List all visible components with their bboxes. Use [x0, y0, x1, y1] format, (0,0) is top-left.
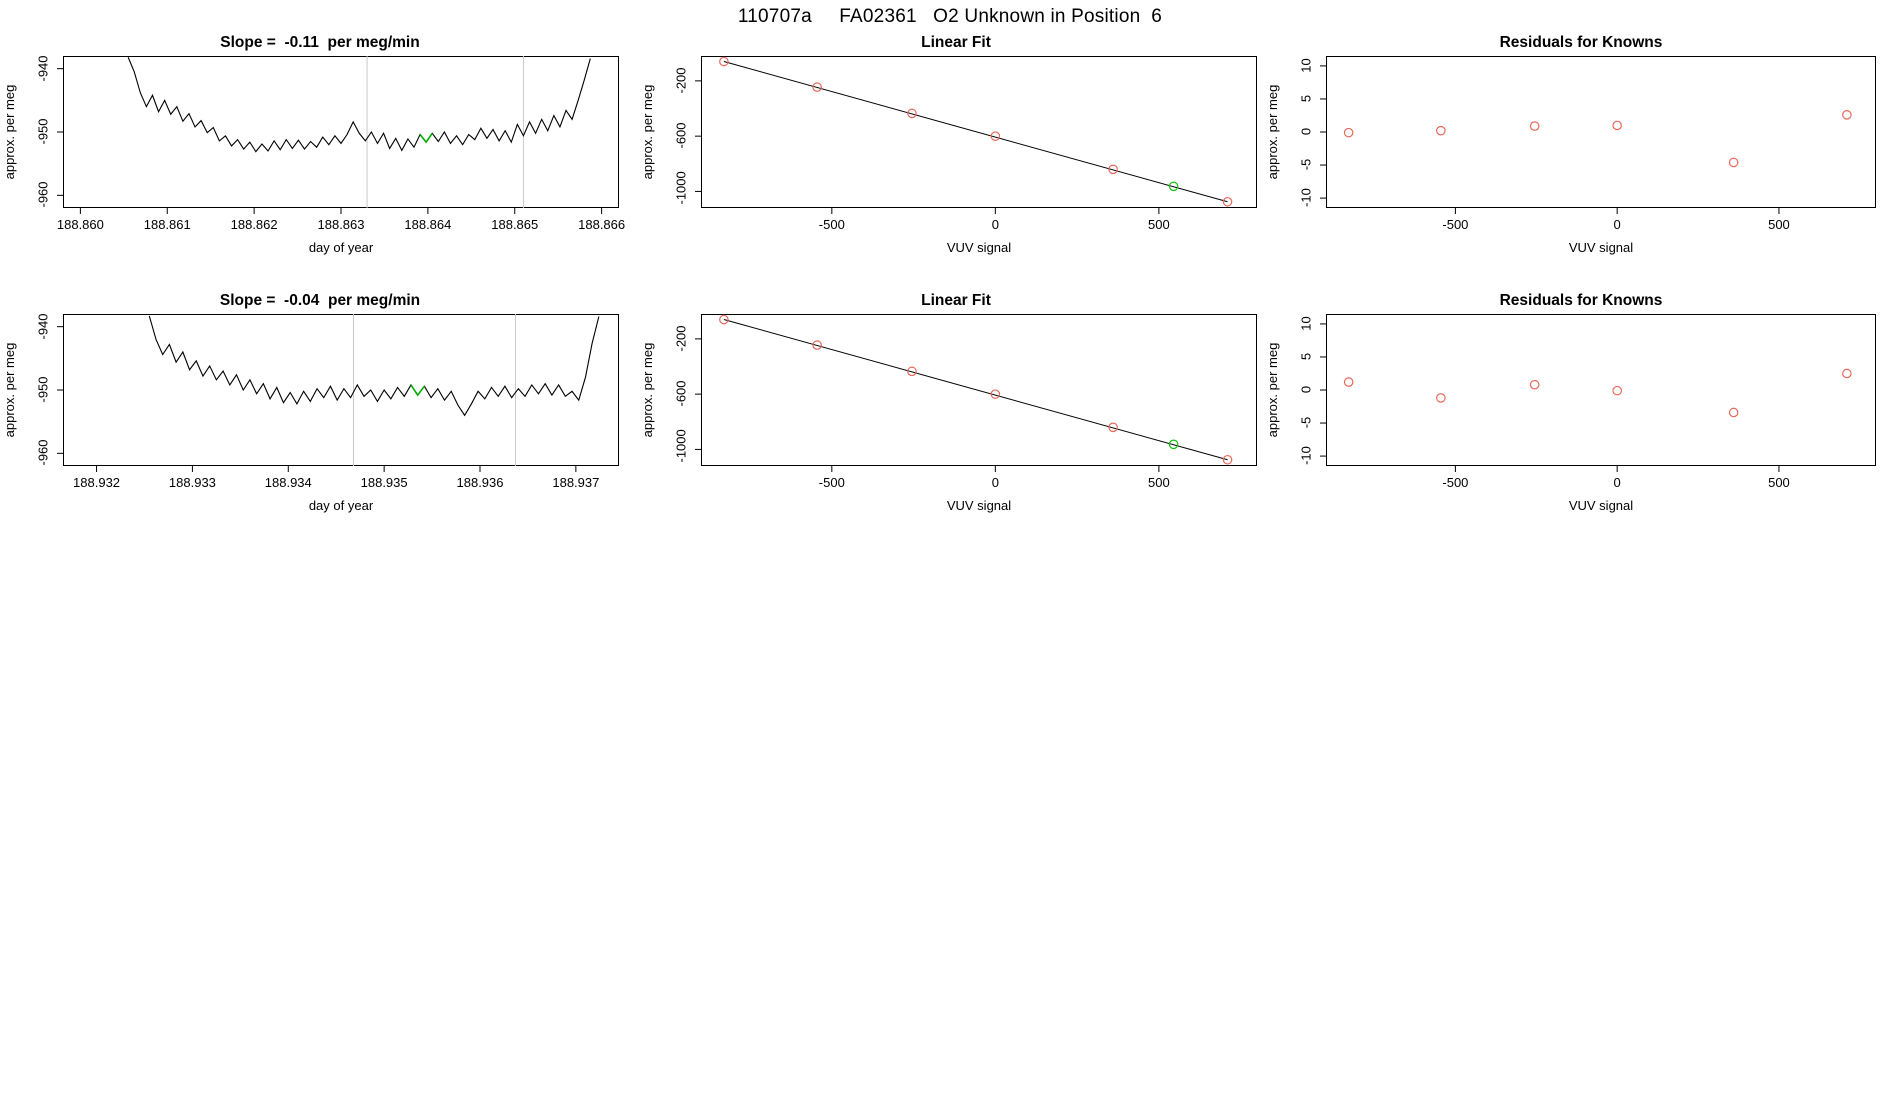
residual-point — [1530, 381, 1538, 389]
panel-run1-residuals — [1266, 34, 1896, 259]
panel-title: Slope = -0.11 per meg/min — [220, 34, 420, 51]
x-tick-label: -500 — [1442, 475, 1469, 490]
x-tick-label: 188.932 — [73, 475, 121, 490]
y-tick-label: 5 — [1298, 94, 1314, 103]
y-tick-label: -200 — [673, 325, 689, 352]
x-tick-label: -500 — [818, 475, 845, 490]
panel-title: Slope = -0.04 per meg/min — [219, 292, 421, 309]
panel-title: Linear Fit — [921, 34, 991, 51]
series-signal — [128, 57, 590, 151]
y-axis-label: approx. per meg — [2, 84, 17, 180]
x-axis-label: VUV signal — [1568, 240, 1634, 255]
fit-line — [724, 320, 1228, 460]
y-tick-label: 10 — [1298, 316, 1314, 331]
x-tick-label: 0 — [1613, 217, 1621, 232]
x-tick-label: 0 — [991, 217, 999, 232]
y-tick-label: -10 — [1298, 446, 1314, 465]
panel-run1-linearfit — [636, 34, 1276, 259]
x-axis-label: day of year — [308, 498, 374, 513]
plot-graphics — [1266, 34, 1896, 259]
x-tick-label: 188.866 — [578, 217, 626, 232]
panel-run1-timeseries — [0, 34, 640, 259]
residual-point — [1344, 128, 1352, 136]
x-tick-label: 500 — [1148, 475, 1170, 490]
y-tick-label: -940 — [35, 313, 51, 340]
fit-line — [724, 62, 1228, 202]
residual-point — [1729, 158, 1737, 166]
plot-graphics — [1266, 292, 1896, 517]
y-axis-label: approx. per meg — [640, 84, 655, 180]
y-axis-label: approx. per meg — [640, 342, 655, 438]
y-tick-label: -960 — [35, 181, 51, 208]
y-tick-label: -960 — [35, 439, 51, 466]
x-tick-label: -500 — [1442, 217, 1469, 232]
panel-title: Residuals for Knowns — [1499, 34, 1663, 51]
panel-run2-linearfit — [636, 292, 1276, 517]
y-axis-label: approx. per meg — [1265, 342, 1280, 438]
x-tick-label: 188.860 — [56, 217, 104, 232]
panel-title: Linear Fit — [921, 292, 991, 309]
y-tick-label: -1000 — [673, 171, 689, 205]
x-axis-label: VUV signal — [946, 240, 1012, 255]
figure-title: 110707a FA02361 O2 Unknown in Position 6 — [737, 6, 1163, 27]
x-tick-label: 0 — [991, 475, 999, 490]
known-point — [720, 57, 728, 65]
x-tick-label: 188.862 — [230, 217, 278, 232]
series-signal — [149, 316, 599, 415]
y-axis-label: approx. per meg — [2, 342, 17, 438]
y-tick-label: -950 — [35, 118, 51, 145]
y-tick-label: -600 — [673, 122, 689, 149]
series-highlighted-segment — [411, 385, 424, 395]
y-tick-label: -950 — [35, 376, 51, 403]
y-tick-label: 5 — [1298, 352, 1314, 361]
residual-point — [1530, 122, 1538, 130]
residual-point — [1843, 111, 1851, 119]
x-tick-label: 188.934 — [264, 475, 312, 490]
x-tick-label: 188.936 — [456, 475, 504, 490]
residual-point — [1613, 121, 1621, 129]
plot-graphics — [636, 34, 1276, 259]
y-tick-label: -5 — [1298, 416, 1314, 429]
x-tick-label: 188.864 — [404, 217, 452, 232]
y-tick-label: -1000 — [673, 429, 689, 463]
y-tick-label: -940 — [35, 55, 51, 82]
y-tick-label: 0 — [1298, 385, 1314, 394]
panel-title: Residuals for Knowns — [1499, 292, 1663, 309]
residual-point — [1843, 369, 1851, 377]
series-highlighted-segment — [420, 133, 432, 142]
x-tick-label: 188.861 — [143, 217, 191, 232]
x-tick-label: -500 — [818, 217, 845, 232]
x-tick-label: 188.935 — [360, 475, 408, 490]
residual-point — [1437, 394, 1445, 402]
panel-run2-residuals — [1266, 292, 1896, 517]
residual-point — [1729, 408, 1737, 416]
x-tick-label: 188.863 — [317, 217, 365, 232]
x-tick-label: 0 — [1613, 475, 1621, 490]
x-axis-label: VUV signal — [1568, 498, 1634, 513]
y-tick-label: -10 — [1298, 188, 1314, 207]
y-tick-label: 0 — [1298, 127, 1314, 136]
y-tick-label: 10 — [1298, 58, 1314, 73]
known-point — [720, 315, 728, 323]
y-tick-label: -5 — [1298, 158, 1314, 171]
y-axis-label: approx. per meg — [1265, 84, 1280, 180]
y-tick-label: -600 — [673, 380, 689, 407]
x-tick-label: 188.933 — [168, 475, 216, 490]
residual-point — [1437, 126, 1445, 134]
x-axis-label: VUV signal — [946, 498, 1012, 513]
residual-point — [1344, 378, 1352, 386]
panel-run2-timeseries — [0, 292, 640, 517]
y-tick-label: -200 — [673, 67, 689, 94]
x-tick-label: 500 — [1148, 217, 1170, 232]
x-tick-label: 500 — [1768, 475, 1790, 490]
residual-point — [1613, 386, 1621, 394]
x-tick-label: 188.865 — [491, 217, 539, 232]
x-axis-label: day of year — [308, 240, 374, 255]
x-tick-label: 188.937 — [552, 475, 600, 490]
plot-graphics — [636, 292, 1276, 517]
x-tick-label: 500 — [1768, 217, 1790, 232]
